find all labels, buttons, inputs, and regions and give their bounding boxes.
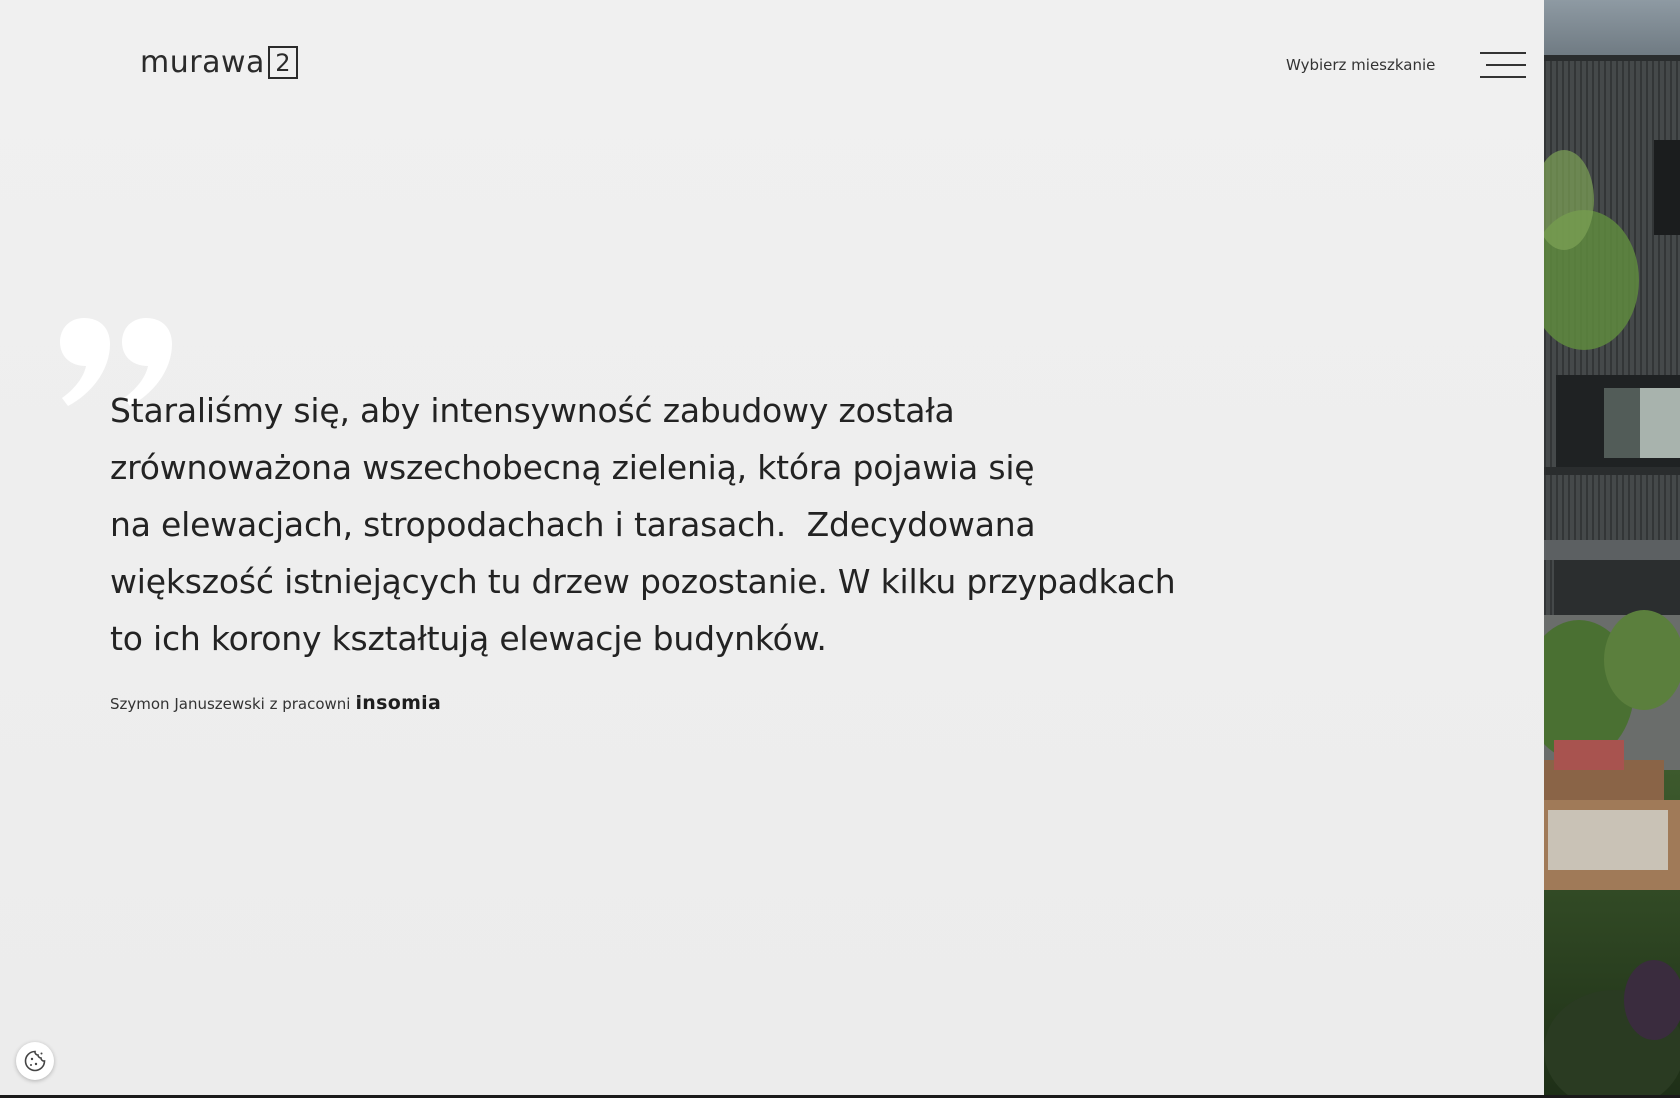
hamburger-icon: [1480, 52, 1526, 54]
cookie-settings-button[interactable]: [16, 1042, 54, 1080]
building-photo: [1544, 0, 1680, 1098]
logo-number: 2: [268, 46, 298, 79]
quote-line: większość istniejących tu drzew pozostanie. W kilku przypadkach: [110, 562, 1176, 601]
logo[interactable]: [140, 46, 298, 79]
quote-line: zrównoważona wszechobecną zielenią, która pojawia się: [110, 448, 1035, 487]
menu-button[interactable]: [1480, 50, 1526, 82]
author-name: Szymon Januszewski z pracowni: [110, 695, 351, 713]
choose-apartment-link[interactable]: Wybierz mieszkanie: [1286, 56, 1436, 74]
quote-line: na elewacjach, stropodachach i tarasach. Zdecydowana: [110, 505, 1036, 544]
quote-line: to ich korony kształtują elewacje budynków.: [110, 619, 827, 658]
logo-word: murawa: [140, 44, 265, 80]
building-illustration: [1544, 0, 1680, 1098]
hamburger-icon-line: [1486, 64, 1526, 66]
quote-line: Staraliśmy się, aby intensywność zabudowy została: [110, 391, 955, 430]
studio-logo[interactable]: insomia: [355, 692, 442, 714]
hamburger-icon-line: [1480, 76, 1526, 78]
cookie-icon: [23, 1049, 47, 1073]
quote-author: [110, 692, 441, 714]
quote-text: [110, 382, 1330, 667]
